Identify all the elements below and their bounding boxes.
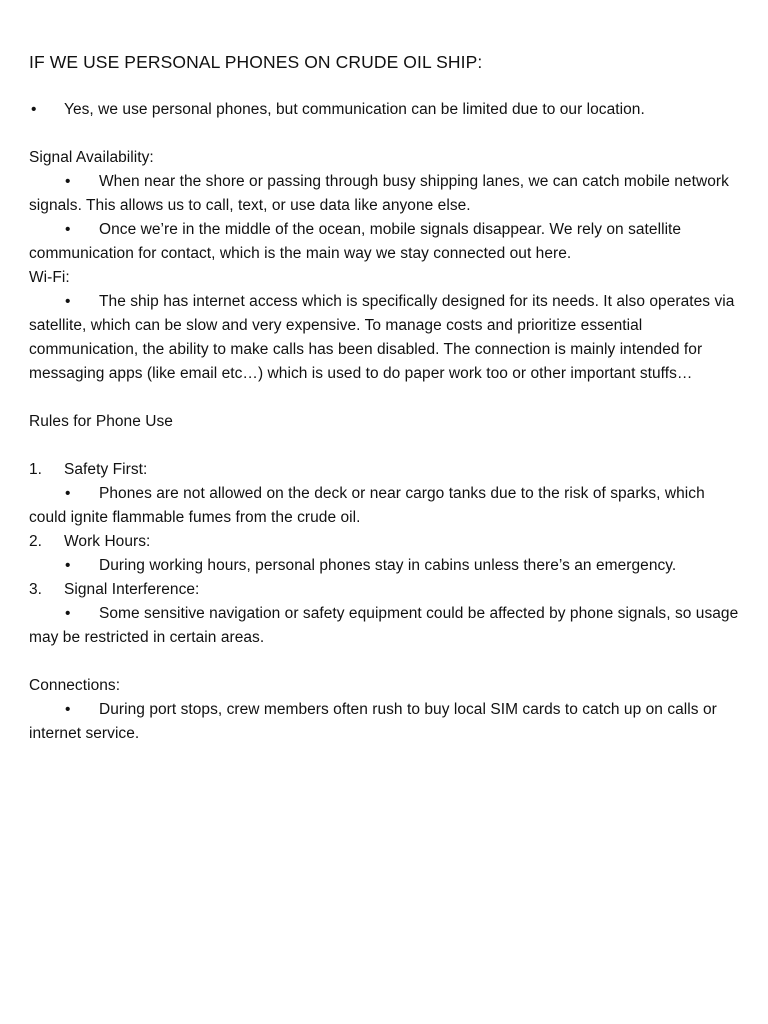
rule-item-2	[29, 530, 744, 554]
rule-number: 2.	[29, 533, 43, 550]
spacer	[29, 650, 744, 674]
rule-item-1	[29, 458, 744, 482]
bullet-icon: •	[65, 605, 71, 622]
spacer	[29, 434, 744, 458]
spacer	[29, 386, 744, 410]
bullet-icon: •	[65, 221, 71, 238]
document-body	[29, 50, 744, 746]
rule-detail-1	[29, 482, 744, 530]
spacer	[29, 122, 744, 146]
rule-number: 1.	[29, 461, 43, 478]
rule-label: Safety First:	[64, 461, 148, 478]
bullet-icon: •	[65, 173, 71, 190]
document-title: IF WE USE PERSONAL PHONES ON CRUDE OIL SHIP:	[29, 52, 483, 72]
bullet-icon: •	[65, 485, 71, 502]
signal-item-2	[29, 218, 744, 266]
signal-item-text: When near the shore or passing through busy shipping lanes, we can catch mobile network signals. This allows us to call, text, or use data like anyone else.	[29, 173, 729, 214]
signal-item-text: Once we’re in the middle of the ocean, mobile signals disappear. We rely on satellite communication for contact, which is the main way we stay connected out here.	[29, 221, 682, 262]
bullet-icon: •	[65, 701, 71, 718]
rule-detail-text: During working hours, personal phones stay in cabins unless there’s an emergency.	[99, 557, 677, 574]
intro-item	[29, 98, 744, 122]
bullet-icon: •	[31, 101, 37, 118]
intro-text: Yes, we use personal phones, but communication can be limited due to our location.	[64, 101, 645, 118]
wifi-item-1	[29, 290, 744, 386]
wifi-item-text: The ship has internet access which is specifically designed for its needs. It also operates via satellite, which can be slow and very expensive. To manage costs and prioritize essential communication, the ability to make calls has been disabled. The connection is mainly intended for messaging apps (like email etc…) which is used to do paper work too or other important stuffs…	[29, 293, 735, 382]
rule-item-3	[29, 578, 744, 602]
rule-detail-2	[29, 554, 744, 578]
signal-item-1	[29, 170, 744, 218]
bullet-icon: •	[65, 557, 71, 574]
connections-item-text: During port stops, crew members often rush to buy local SIM cards to catch up on calls or internet service.	[29, 701, 717, 742]
signal-heading: Signal Availability:	[29, 149, 154, 166]
connections-item-1	[29, 698, 744, 746]
rule-number: 3.	[29, 581, 43, 598]
rule-detail-3	[29, 602, 744, 650]
rule-detail-text: Some sensitive navigation or safety equipment could be affected by phone signals, so usage may be restricted in certain areas.	[29, 605, 739, 646]
rules-heading: Rules for Phone Use	[29, 413, 173, 430]
rule-label: Work Hours:	[64, 533, 151, 550]
rule-label: Signal Interference:	[64, 581, 200, 598]
connections-heading: Connections:	[29, 677, 121, 694]
rule-detail-text: Phones are not allowed on the deck or near cargo tanks due to the risk of sparks, which could ignite flammable fumes from the crude oil.	[29, 485, 705, 526]
bullet-icon: •	[65, 293, 71, 310]
wifi-heading: Wi-Fi:	[29, 269, 70, 286]
